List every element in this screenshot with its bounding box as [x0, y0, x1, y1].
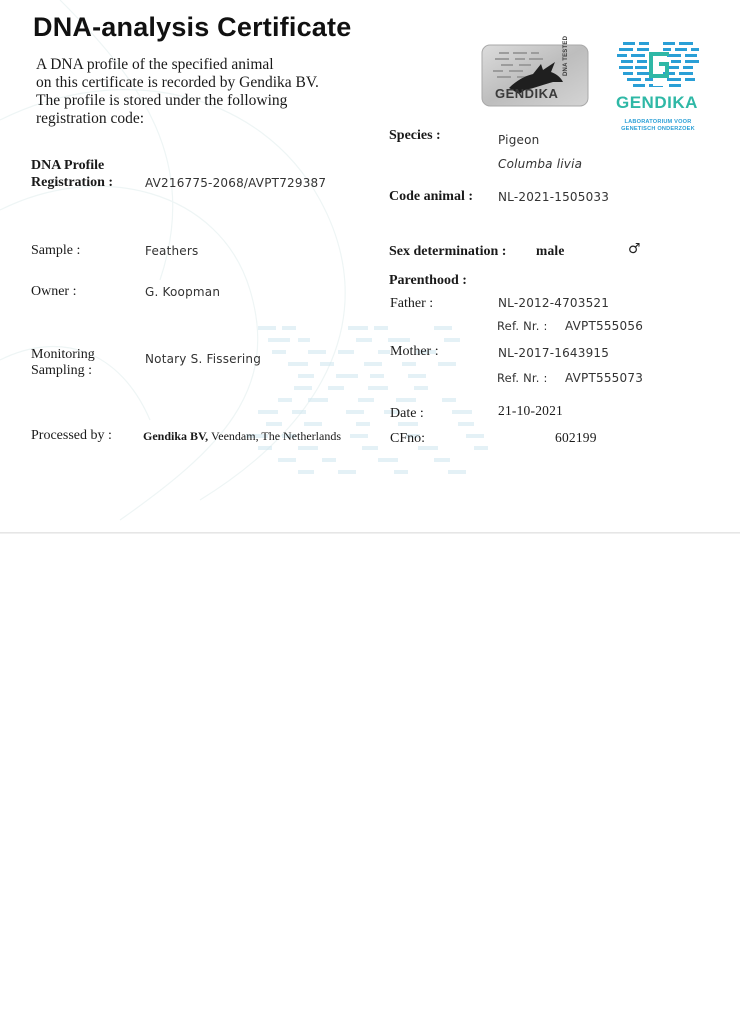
- monitoring-label: Monitoring: [31, 347, 95, 362]
- species-common-value: Pigeon: [498, 133, 540, 147]
- certificate-title: DNA-analysis Certificate: [33, 12, 352, 42]
- code-animal-value: NL-2021-1505033: [498, 190, 610, 204]
- certificate-intro: [36, 56, 336, 128]
- registration-code-value: AV216775-2068/AVPT729387: [145, 176, 327, 190]
- mother-code-value: NL-2017-1643915: [498, 346, 610, 360]
- mother-ref-value: AVPT555073: [565, 371, 644, 385]
- sex-value: male: [536, 243, 565, 258]
- sex-determination-label: Sex determination :: [389, 244, 507, 259]
- father-ref-value: AVPT555056: [565, 319, 644, 333]
- date-label: Date :: [390, 406, 424, 421]
- intro-line: registration code:: [36, 110, 145, 127]
- logo-name: GENDIKA: [616, 93, 698, 112]
- monitoring-sampling-value: Notary S. Fissering: [145, 352, 262, 366]
- cfno-label: CFno:: [390, 431, 426, 446]
- sample-label: Sample :: [31, 243, 81, 258]
- code-animal-label: Code animal :: [389, 189, 473, 204]
- species-latin-value: Columba livia: [498, 157, 583, 171]
- cfno-value: 602199: [555, 430, 597, 445]
- logo-subtitle-line: LABORATORIUM VOOR: [624, 119, 692, 125]
- processed-by-location: Veendam, The Netherlands: [210, 429, 342, 443]
- intro-line: The profile is stored under the following: [36, 92, 288, 109]
- logo-subtitle: [612, 119, 704, 133]
- sticker-brand: GENDIKA: [495, 86, 559, 101]
- gendika-logo-icon: [615, 40, 705, 90]
- registration-label: Registration :: [31, 175, 114, 190]
- intro-line: on this certificate is recorded by Gendika BV.: [36, 74, 319, 91]
- logo-subtitle-line: GENETISCH ONDERZOEK: [621, 126, 695, 132]
- species-label: Species :: [389, 128, 441, 143]
- sticker-tag: DNA TESTED: [563, 35, 569, 76]
- mother-ref-label: Ref. Nr. :: [497, 371, 548, 385]
- processed-by-value: [143, 429, 341, 444]
- father-ref-label: Ref. Nr. :: [497, 319, 548, 333]
- date-value: 21-10-2021: [498, 403, 563, 418]
- father-code-value: NL-2012-4703521: [498, 296, 610, 310]
- background-dna-pattern-icon: [238, 322, 508, 482]
- processed-by-label: Processed by :: [31, 428, 112, 443]
- owner-label: Owner :: [31, 284, 77, 299]
- sampling-label: Sampling :: [31, 363, 93, 378]
- intro-line: A DNA profile of the specified animal: [36, 56, 274, 73]
- dna-profile-label: DNA Profile: [31, 158, 105, 173]
- mother-label: Mother :: [390, 344, 439, 359]
- father-label: Father :: [390, 296, 434, 311]
- sample-value: Feathers: [145, 244, 199, 258]
- parenthood-label: Parenthood :: [389, 273, 467, 288]
- owner-value: G. Koopman: [145, 285, 221, 299]
- male-symbol-icon: ♂: [628, 241, 641, 257]
- processed-by-company: Gendika BV,: [143, 429, 209, 443]
